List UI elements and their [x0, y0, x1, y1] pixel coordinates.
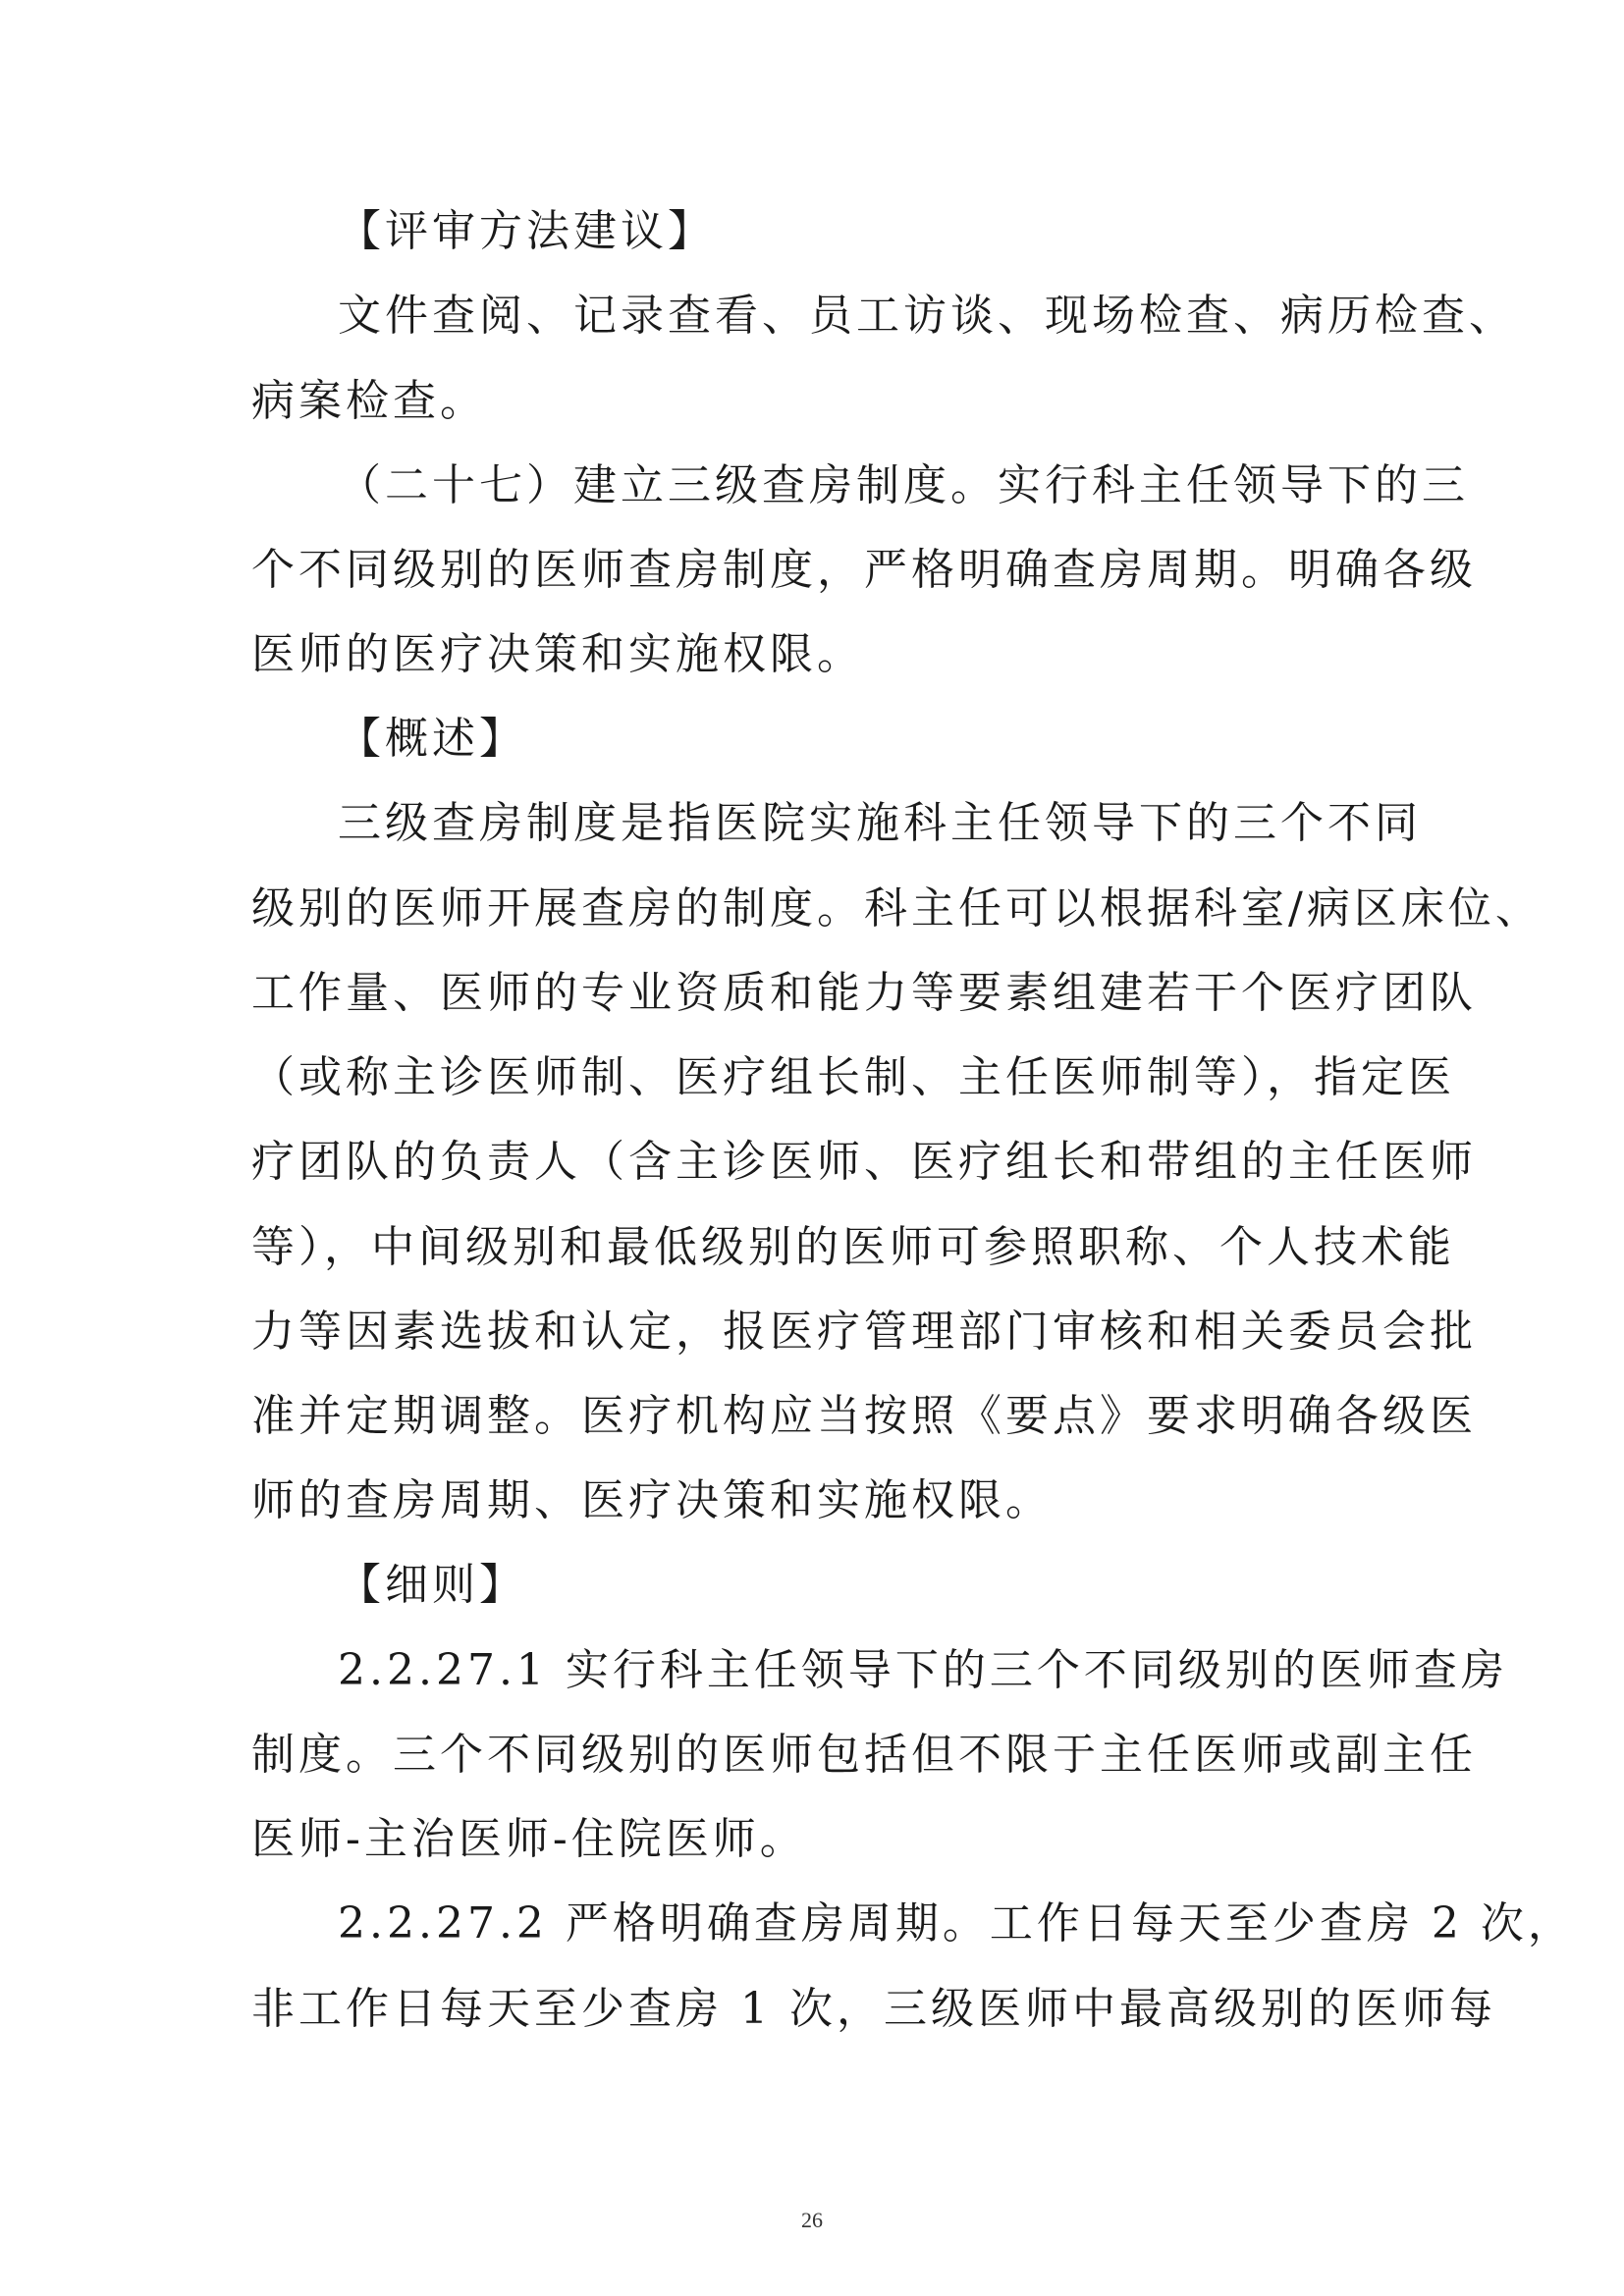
- heading-overview: 【概述】: [338, 714, 526, 764]
- paragraph-line: （或称主诊医师制、医疗组长制、主任医师制等），指定医: [251, 1052, 1455, 1102]
- paragraph-line: 准并定期调整。医疗机构应当按照《要点》要求明确各级医: [251, 1391, 1477, 1441]
- section-title-line: （二十七）建立三级查房制度。实行科主任领导下的三: [338, 460, 1469, 510]
- paragraph-line: 病案检查。: [251, 376, 487, 426]
- paragraph-line: 医师-主治医师-住院医师。: [251, 1814, 807, 1864]
- paragraph-line: 师的查房周期、医疗决策和实施权限。: [251, 1475, 1053, 1525]
- paragraph-line: 工作量、医师的专业资质和能力等要素组建若干个医疗团队: [251, 968, 1477, 1018]
- paragraph-line: 医师的医疗决策和实施权限。: [251, 629, 864, 679]
- clause-line: 2.2.27.1 实行科主任领导下的三个不同级别的医师查房: [338, 1645, 1508, 1695]
- page-number: 26: [801, 2208, 823, 2232]
- paragraph-line: 疗团队的负责人（含主诊医师、医疗组长和带组的主任医师: [251, 1137, 1477, 1187]
- paragraph-line: 等），中间级别和最低级别的医师可参照职称、个人技术能: [251, 1222, 1455, 1272]
- paragraph-line: 个不同级别的医师查房制度，严格明确查房周期。明确各级: [251, 545, 1477, 595]
- paragraph-line: 文件查阅、记录查看、员工访谈、现场检查、病历检查、: [338, 291, 1516, 341]
- paragraph-line: 级别的医师开展查房的制度。科主任可以根据科室/病区床位、: [251, 883, 1543, 934]
- paragraph-line: 制度。三个不同级别的医师包括但不限于主任医师或副主任: [251, 1730, 1477, 1780]
- clause-line: 2.2.27.2 严格明确查房周期。工作日每天至少查房 2 次，: [338, 1898, 1575, 1949]
- heading-review-method: 【评审方法建议】: [338, 206, 715, 256]
- paragraph-line: 力等因素选拔和认定，报医疗管理部门审核和相关委员会批: [251, 1307, 1477, 1357]
- paragraph-line: 三级查房制度是指医院实施科主任领导下的三个不同: [338, 798, 1422, 848]
- paragraph-line: 非工作日每天至少查房 1 次，三级医师中最高级别的医师每: [251, 1984, 1496, 2034]
- heading-details: 【细则】: [338, 1560, 526, 1610]
